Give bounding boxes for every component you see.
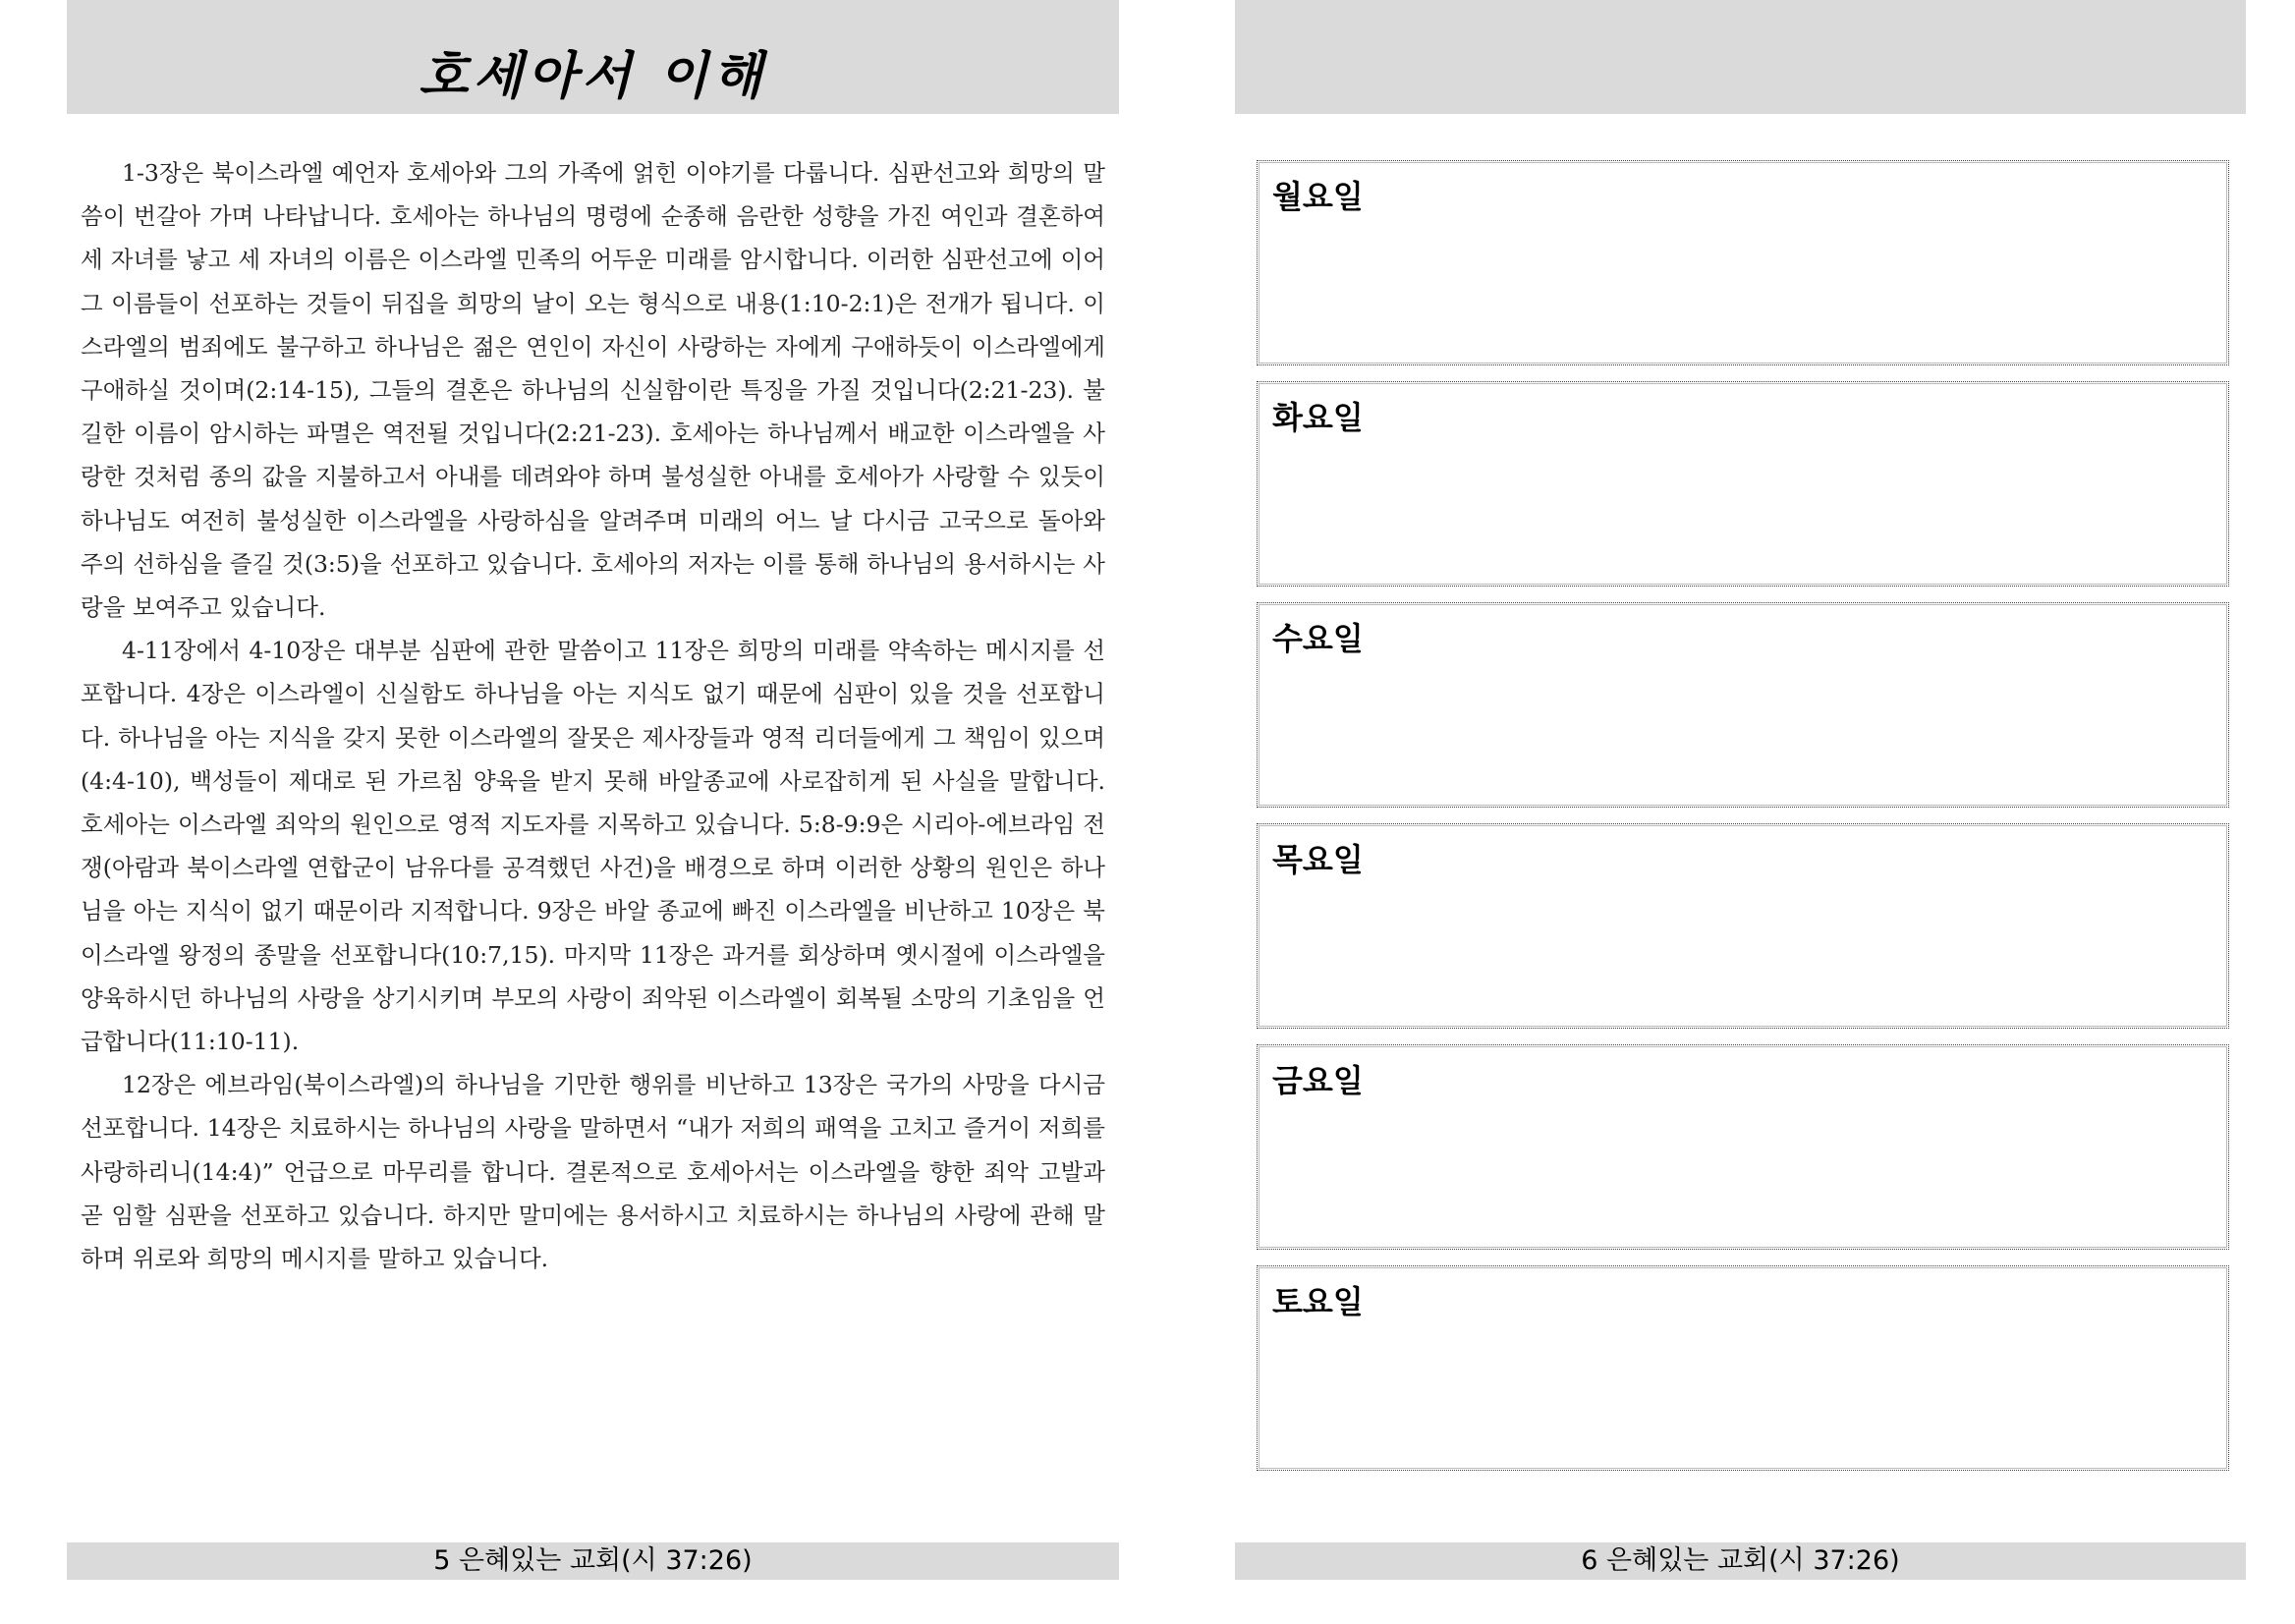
day-label-monday: 월요일 [1272,178,1364,215]
right-page [1235,0,2246,1624]
day-label-wednesday: 수요일 [1272,620,1364,657]
paragraph-1: 1-3장은 북이스라엘 예언자 호세아와 그의 가족에 얽힌 이야기를 다룹니다. 심판선고와 희망의 말씀이 번갈아 가며 나타납니다. 호세아는 하나님의 명령에 순종해 음란한 성향을 가진 여인과 결혼하여 세 자녀를 낳고 세 자녀의 이름은 이스라엘 민족의 어두운 미래를 암시합니다. 이러한 심판선고에 이어 그 이름들이 선포하는 것들이 뒤집을 희망의 날이 오는 형식으로 내용(1:10-2:1)은 전개가 됩니다. 이스라엘의 범죄에도 불구하고 하나님은 젊은 연인이 자신이 사랑하는 자에게 구애하듯이 이스라엘에게 구애하실 것이며(2:14-15), 그들의 결혼은 하나님의 신실함이란 특징을 가질 것입니다(2:21-23). 불길한 이름이 암시하는 파멸은 역전될 것입니다(2:21-23). 호세아는 하나님께서 배교한 이스라엘을 사랑한 것처럼 종의 값을 지불하고서 아내를 데려와야 하며 불성실한 아내를 호세아가 사랑할 수 있듯이 하나님도 여전히 불성실한 이스라엘을 사랑하심을 알려주며 미래의 어느 날 다시금 고국으로 돌아와 주의 선하심을 즐길 것(3:5)을 선포하고 있습니다. 호세아의 저자는 이를 통해 하나님의 용서하시는 사랑을 보여주고 있습니다. [81,159,1105,622]
day-box-tuesday [1257,381,2229,587]
day-box-wednesday [1257,602,2229,808]
paragraph-3: 12장은 에브라임(북이스라엘)의 하나님을 기만한 행위를 비난하고 13장은 국가의 사망을 다시금 선포합니다. 14장은 치료하시는 하나님의 사랑을 말하면서 “내가 저희의 패역을 고치고 즐거이 저희를 사랑하리니(14:4)” 언급으로 마무리를 합니다. 결론적으로 호세아서는 이스라엘을 향한 죄악 고발과 곧 임할 심판을 선포하고 있습니다. 하지만 말미에는 용서하시고 치료하시는 하나님의 사랑에 관해 말하며 위로와 희망의 메시지를 말하고 있습니다. [81,1071,1105,1273]
page-title: 호세아서 이해 [419,47,767,106]
day-label-friday: 금요일 [1272,1062,1364,1099]
day-label-thursday: 목요일 [1272,841,1364,878]
body-text [81,151,1105,1280]
day-label-tuesday: 화요일 [1272,399,1364,436]
day-label-saturday: 토요일 [1272,1283,1364,1320]
day-box-monday [1257,160,2229,365]
paragraph-2: 4-11장에서 4-10장은 대부분 심판에 관한 말씀이고 11장은 희망의 미래를 약속하는 메시지를 선포합니다. 4장은 이스라엘이 신실함도 하나님을 아는 지식도 없기 때문에 심판이 있을 것을 선포합니다. 하나님을 아는 지식을 갖지 못한 이스라엘의 잘못은 제사장들과 영적 리더들에게 그 책임이 있으며(4:4-10), 백성들이 제대로 된 가르침 양육을 받지 못해 바알종교에 사로잡히게 된 사실을 말합니다. 호세아는 이스라엘 죄악의 원인으로 영적 지도자를 지목하고 있습니다. 5:8-9:9은 시리아-에브라임 전쟁(아람과 북이스라엘 연합군이 남유다를 공격했던 사건)을 배경으로 하며 이러한 상황의 원인은 하나님을 아는 지식이 없기 때문이라 지적합니다. 9장은 바알 종교에 빠진 이스라엘을 비난하고 10장은 북이스라엘 왕정의 종말을 선포합니다(10:7,15). 마지막 11장은 과거를 회상하며 옛시절에 이스라엘을 양육하시던 하나님의 사랑을 상기시키며 부모의 사랑이 죄악된 이스라엘이 회복될 소망의 기초임을 언급합니다(11:10-11). [81,637,1105,1056]
day-box-friday [1257,1044,2229,1250]
day-box-thursday [1257,823,2229,1029]
left-page [67,0,1119,1624]
day-box-saturday [1257,1265,2229,1471]
page-footer-right: 6 은혜있는 교회(시 37:26) [1235,1542,2246,1580]
header-banner [1235,0,2246,114]
page-footer-left: 5 은혜있는 교회(시 37:26) [67,1542,1119,1580]
